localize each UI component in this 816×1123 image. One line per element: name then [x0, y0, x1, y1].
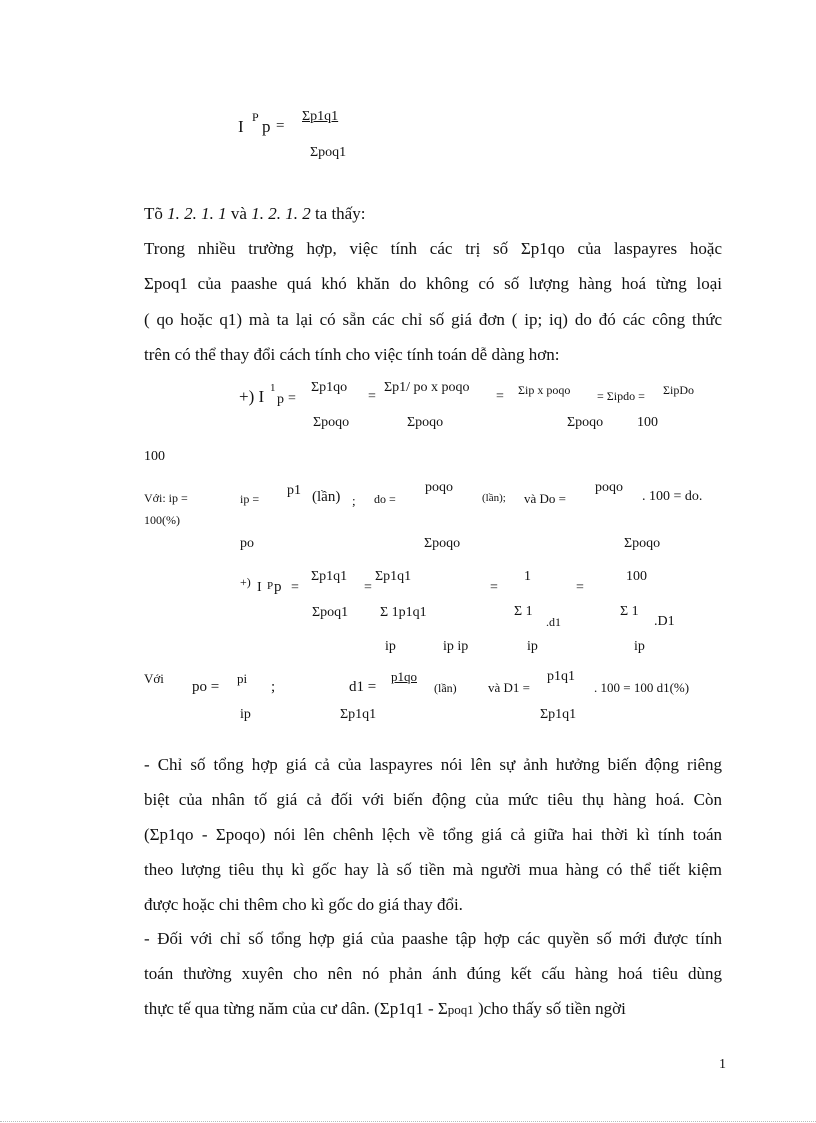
laspeyres-sup: 1	[270, 382, 276, 394]
paasche-eq3: =	[490, 580, 498, 595]
formula-top-eq: =	[276, 118, 285, 134]
paragraph3-line-3-a: thực tế qua từng năm của cư dân. (Σp1q1 - Σ	[144, 999, 448, 1018]
laspeyres-eq4: = Σipdo =	[597, 389, 645, 403]
paasche-num1: Σp1q1	[311, 569, 348, 584]
laspeyres-den2: Σpoqo	[407, 415, 444, 430]
formula-top-sup: P	[252, 110, 259, 124]
paragraph3-line-1: - Đối với chỉ số tổng hợp giá của paashe tập hợp các quyền số mới được tính	[144, 929, 722, 948]
def1-semi: ;	[352, 493, 356, 508]
paasche-eq4: =	[576, 580, 584, 595]
def1-poqo2: poqo	[595, 480, 623, 495]
formula-top-I: I	[238, 117, 244, 136]
formula-top-denominator: Σpoq1	[310, 145, 347, 160]
paragraph3-line-2: toán thường xuyên cho nên nó phản ánh đúng kết cấu hàng hoá tiêu dùng	[144, 964, 722, 983]
def1-poqo: poqo	[425, 480, 453, 495]
def2-p1qo: p1qo	[391, 669, 417, 684]
def2-times: . 100 = 100 d1(%)	[594, 680, 690, 695]
paragraph1-line-4: trên có thể thay đổi cách tính cho việc tính toán dễ dàng hơn:	[144, 345, 560, 364]
paasche-den4sub: .D1	[654, 614, 675, 629]
paasche-den3: Σ 1	[514, 604, 533, 619]
paragraph3-line-3	[144, 1000, 626, 1017]
paasche-den3b: ip	[527, 639, 538, 654]
formula-top-numerator: Σp1q1	[302, 109, 339, 124]
paasche-eq2: =	[364, 580, 372, 595]
intro-ref-2: 1. 2. 1. 2	[251, 204, 311, 223]
laspeyres-eq2: =	[368, 389, 376, 404]
paasche-den2b: ip	[385, 639, 396, 654]
laspeyres-den5: 100	[637, 415, 658, 430]
def2-ip: ip	[240, 707, 251, 722]
def1-voi: Với: ip =	[144, 491, 188, 505]
laspeyres-num5: ΣipDo	[663, 383, 694, 397]
paragraph2-line-5: được hoặc chi thêm cho kì gốc do giá thay đổi.	[144, 895, 463, 914]
paasche-den4b: ip	[634, 639, 645, 654]
def1-do: do =	[374, 492, 396, 506]
def1-voi2: 100(%)	[144, 513, 180, 527]
paragraph2-line-2: biệt của nhân tố giá cả đối với biến động của mức tiêu thụ hàng hoá. Còn	[144, 790, 722, 809]
paasche-den3sub: .d1	[546, 615, 561, 629]
paragraph3-line-3-b: poq1	[447, 1002, 474, 1017]
paasche-num4: 100	[626, 569, 647, 584]
paasche-eq1: =	[291, 580, 299, 595]
def2-p1q1: p1q1	[547, 669, 575, 684]
laspeyres-eq3: =	[496, 389, 504, 404]
def2-den2: Σp1q1	[540, 707, 577, 722]
laspeyres-sub: p	[277, 392, 284, 407]
def2-voi: Với	[144, 671, 164, 686]
page-number: 1	[719, 1057, 726, 1072]
def1-den2: Σpoqo	[624, 536, 661, 551]
def2-lan: (lần)	[434, 681, 457, 695]
paasche-den2: Σ 1p1q1	[380, 605, 427, 620]
paragraph1-line-3: ( qo hoặc q1) mà ta lại có sẵn các chỉ số giá đơn ( ip; iq) do đó các công thức	[144, 310, 722, 329]
intro-text-2: và	[226, 204, 252, 223]
paragraph2-line-3: (Σp1qo - Σpoqo) nói lên chênh lệch về tổng giá cả giữa hai thời kì tính toán	[144, 825, 722, 844]
intro-line	[144, 205, 365, 222]
def2-d1: d1 =	[349, 679, 377, 695]
paragraph1-line-2: Σpoq1 của paashe quá khó khăn do không có số lượng hàng hoá từng loại	[144, 274, 722, 293]
def1-den1: Σpoqo	[424, 536, 461, 551]
def2-va: và D1 =	[488, 680, 530, 695]
def2-semi: ;	[271, 679, 276, 695]
paragraph2-line-1: - Chỉ số tổng hợp giá cả của laspayres nói lên sự ảnh hưởng biến động riêng	[144, 755, 722, 774]
laspeyres-trail: 100	[144, 449, 165, 464]
paasche-den4: Σ 1	[620, 604, 639, 619]
paasche-prefix: +)	[240, 575, 251, 589]
laspeyres-num3: Σip x poqo	[518, 383, 571, 397]
paasche-sup: P	[267, 580, 274, 592]
intro-ref-1: 1. 2. 1. 1	[167, 204, 227, 223]
def1-ip: ip =	[240, 492, 260, 506]
laspeyres-den1: Σpoqo	[313, 415, 350, 430]
laspeyres-eq1: =	[288, 391, 296, 406]
laspeyres-den3: Σpoqo	[567, 415, 604, 430]
intro-text-3: ta thấy:	[310, 204, 366, 223]
laspeyres-num2: Σp1/ po x poqo	[384, 380, 470, 395]
def2-den1: Σp1q1	[340, 707, 377, 722]
def1-p1: p1	[287, 483, 301, 498]
intro-text-1: Tõ	[144, 204, 168, 223]
paasche-num3: 1	[524, 569, 531, 584]
page-bottom-rule	[0, 1121, 816, 1122]
def2-pi: pi	[237, 671, 248, 686]
def1-lan1: (lần)	[312, 489, 341, 505]
def1-times: . 100 = do.	[642, 489, 703, 504]
paasche-den2c: ip ip	[443, 639, 469, 654]
def1-va: và Do =	[524, 491, 566, 506]
laspeyres-num1: Σp1qo	[311, 380, 348, 395]
paasche-num2: Σp1q1	[375, 569, 412, 584]
def1-lan2: (lần);	[482, 492, 506, 504]
paragraph3-line-3-c: )cho thấy số tiền ngời	[473, 999, 626, 1018]
laspeyres-prefix: +) I	[239, 387, 265, 406]
paragraph1-line-1: Trong nhiều trường hợp, việc tính các trị số Σp1qo của laspayres hoặc	[144, 239, 722, 258]
def1-po: po	[240, 536, 254, 551]
paasche-den1: Σpoq1	[312, 605, 349, 620]
paasche-I: I	[257, 580, 262, 595]
paasche-sub: p	[274, 579, 282, 595]
formula-top-sub: p	[262, 117, 271, 136]
def2-po: po =	[192, 679, 220, 695]
paragraph2-line-4: theo lượng tiêu thụ kì gốc hay là số tiền mà người mua hàng có thể tiết kiệm	[144, 860, 722, 879]
